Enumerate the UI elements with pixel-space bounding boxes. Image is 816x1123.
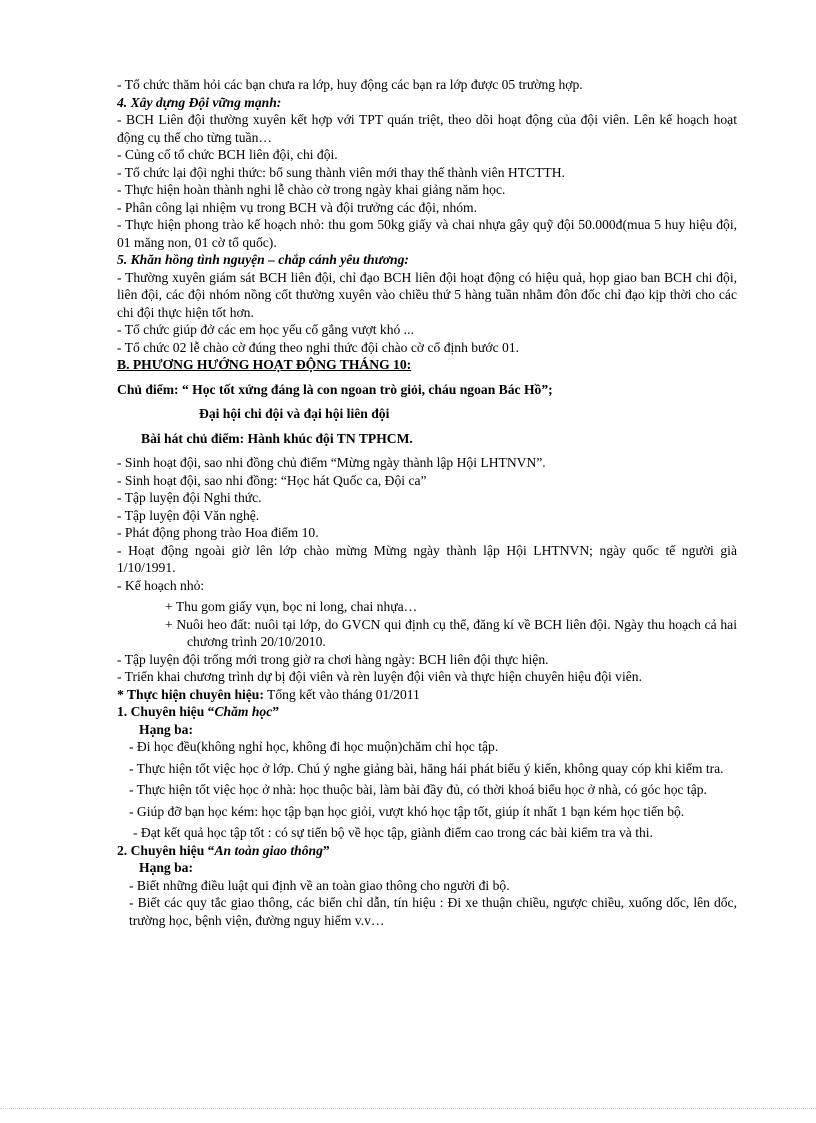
text-line: - Kế hoạch nhỏ: xyxy=(117,577,205,593)
badge-heading-prefix: 1. Chuyên hiệu “ xyxy=(117,704,215,719)
text-line: - Tổ chức 02 lễ chào cờ đúng theo nghi thức đội chào cờ cố định bước 01. xyxy=(117,339,520,355)
plan-item: + Nuôi heo đất: nuôi tại lớp, do GVCN qui định cụ thể, đăng kí về BCH liên đội. Ngày thu hoạch cả hai chương trình 20/10/2010. xyxy=(165,616,737,649)
criteria-item: - Thực hiện tốt việc học ở lớp. Chú ý nghe giảng bài, hăng hái phát biểu ý kiến, không quay cóp khi kiểm tra. xyxy=(129,760,724,776)
badge-summary-label: * Thực hiện chuyên hiệu: xyxy=(117,686,264,702)
badge-summary-line xyxy=(117,686,737,704)
text-line: - Thường xuyên giám sát BCH liên đội, chỉ đạo BCH liên đội hoạt động có hiệu quả, họp giao ban BCH chi đội, liên đội, các đội nhóm nồng cốt thường xuyên vào chiều thứ 5 hàng tuần nhằm đôn đốc chỉ đạo kịp thời cho các chi đội thực hiện tốt hơn. xyxy=(117,269,737,320)
section-heading-b: B. PHƯƠNG HƯỚNG HOẠT ĐỘNG THÁNG 10: xyxy=(117,357,412,372)
badge-heading-suffix: ” xyxy=(322,842,330,858)
criteria-item: - Giúp đỡ bạn học kém: học tập bạn học giỏi, vượt khó học tập tốt, giúp ít nhất 1 bạn kém học tiến bộ. xyxy=(129,803,685,819)
badge-heading-2 xyxy=(117,842,737,860)
text-line: - Sinh hoạt đội, sao nhi đồng: “Học hát Quốc ca, Đội ca” xyxy=(117,472,427,488)
criteria-item: - Thực hiện tốt việc học ở nhà: học thuộc bài, làm bài đầy đủ, có thời khoá biểu học ở nhà, có góc học tập. xyxy=(129,782,707,797)
text-line: - Củng cố tổ chức BCH liên đội, chi đội. xyxy=(117,147,338,162)
text-line: - Tổ chức thăm hỏi các bạn chưa ra lớp, huy động các bạn ra lớp được 05 trường hợp. xyxy=(117,77,583,92)
section-heading-5: 5. Khăn hồng tình nguyện – chắp cánh yêu thương: xyxy=(117,252,409,267)
page-bottom-divider xyxy=(0,1108,816,1109)
text-line: - Thực hiện phong trào kế hoạch nhỏ: thu gom 50kg giấy và chai nhựa gây quỹ đội 50.000đ(mua 5 huy hiệu đội, 01 măng non, 01 cờ tổ quốc). xyxy=(117,217,737,250)
rank-label: Hạng ba: xyxy=(139,860,194,875)
text-line: - Hoạt động ngoài giờ lên lớp chào mừng Mừng ngày thành lập Hội LHTNVN; ngày quốc tế người già 1/10/1991. xyxy=(117,542,737,575)
criteria-item: - Đi học đều(không nghỉ học, không đi học muộn)chăm chỉ học tập. xyxy=(129,739,499,754)
text-line: - Tập luyện đội Nghi thức. xyxy=(117,490,262,505)
theme-song-line: Bài hát chủ điểm: Hành khúc đội TN TPHCM. xyxy=(141,430,413,446)
criteria-item: - Đạt kết quả học tập tốt : có sự tiến bộ về học tập, giành điểm cao trong các bài kiểm tra và thi. xyxy=(133,825,653,840)
document-page xyxy=(117,76,737,929)
criteria-item: - Biết những điều luật qui định về an toàn giao thông cho người đi bộ. xyxy=(129,877,510,893)
text-line: - Phân công lại nhiệm vụ trong BCH và đội trưởng các đội, nhóm. xyxy=(117,199,478,215)
text-line: - Tập luyện đội trống mới trong giờ ra chơi hàng ngày: BCH liên đội thực hiện. xyxy=(117,651,549,667)
theme-line: Chủ điểm: “ Học tốt xứng đáng là con ngoan trò giỏi, cháu ngoan Bác Hồ”; xyxy=(117,381,553,397)
text-line: - Sinh hoạt đội, sao nhi đồng chủ điểm “Mừng ngày thành lập Hội LHTNVN”. xyxy=(117,455,546,470)
congress-line: Đại hội chi đội và đại hội liên đội xyxy=(199,406,390,421)
badge-heading-prefix: 2. Chuyên hiệu “ xyxy=(117,842,215,858)
criteria-item: - Biết các quy tắc giao thông, các biển chỉ dẫn, tín hiệu : Đi xe thuận chiều, ngược chiều, xuống dốc, lên dốc, trường học, bệnh viện, đường nguy hiểm v.v… xyxy=(129,895,737,928)
plan-item: + Thu gom giấy vụn, bọc ni long, chai nhựa… xyxy=(165,599,418,614)
badge-summary-text: Tổng kết vào tháng 01/2011 xyxy=(263,686,420,702)
badge-heading-suffix: ” xyxy=(272,704,280,719)
text-line: - Thực hiện hoàn thành nghi lễ chào cờ trong ngày khai giảng năm học. xyxy=(117,182,506,197)
badge-heading-1 xyxy=(117,703,737,721)
text-line: - BCH Liên đội thường xuyên kết hợp với TPT quán triệt, theo dõi hoạt động của đội viên. Lên kế hoạch hoạt động cụ thể cho từng tuần… xyxy=(117,112,737,145)
text-line: - Tổ chức lại đội nghi thức: bổ sung thành viên mới thay thế thành viên HTCTTH. xyxy=(117,164,565,180)
badge-name: An toàn giao thông xyxy=(214,842,323,858)
rank-label: Hạng ba: xyxy=(139,721,194,737)
badge-name: Chăm học xyxy=(214,704,273,719)
text-line: - Tổ chức giúp đở các em học yếu cố gắng vượt khó ... xyxy=(117,322,414,337)
text-line: - Phát động phong trào Hoa điểm 10. xyxy=(117,525,319,540)
text-line: - Tập luyện đội Văn nghệ. xyxy=(117,507,260,523)
section-heading-4: 4. Xây dựng Đội vững mạnh: xyxy=(117,94,282,110)
text-line: - Triển khai chương trình dự bị đội viên và rèn luyện đội viên và thực hiện chuyên hiệu đội viên. xyxy=(117,669,642,684)
